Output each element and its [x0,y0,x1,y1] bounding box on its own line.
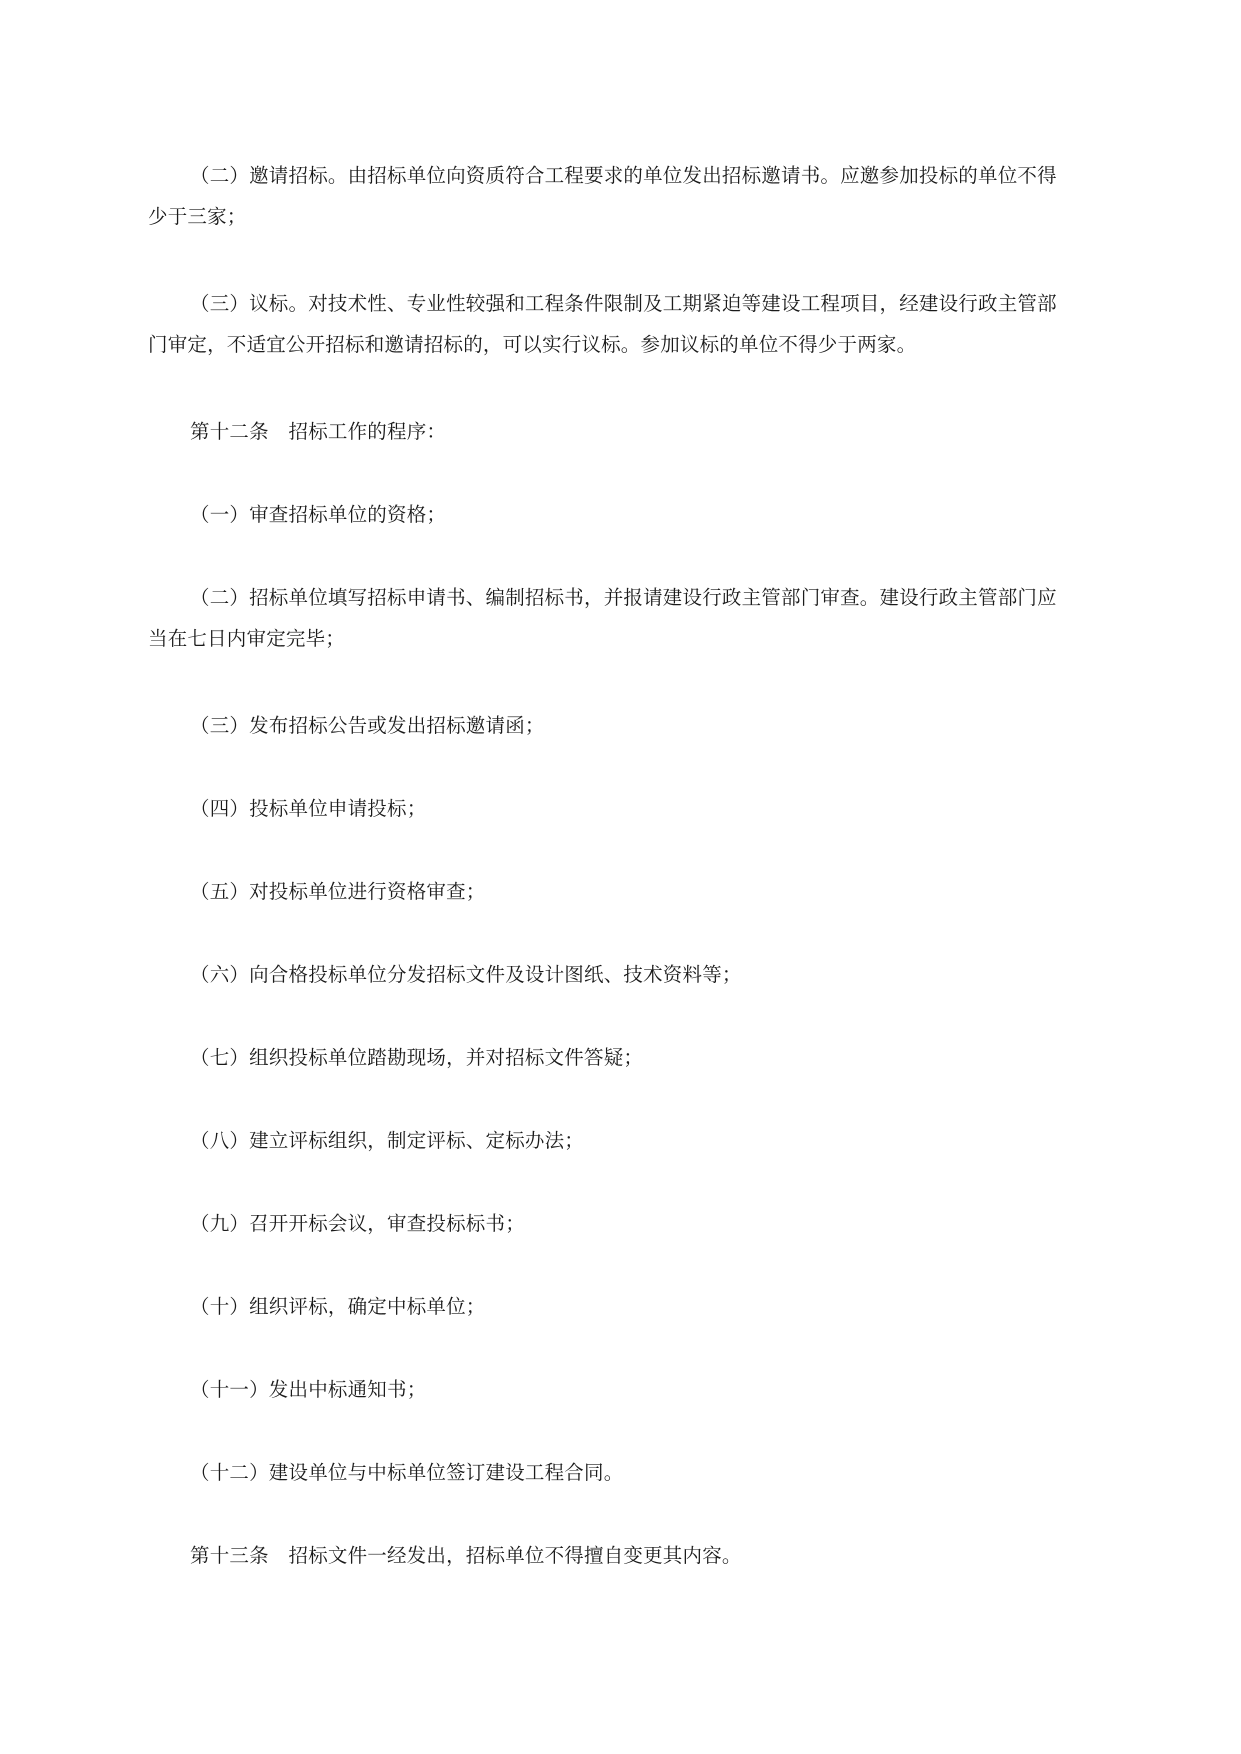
procedure-item-2-line1: （二）招标单位填写招标申请书、编制招标书，并报请建设行政主管部门审查。建设行政主管部门应 [190,586,1057,609]
procedure-item-11: （十一）发出中标通知书； [190,1378,427,1401]
procedure-item-3: （三）发布招标公告或发出招标邀请函； [190,714,545,737]
procedure-item-9: （九）召开开标会议，审查投标标书； [190,1212,525,1235]
procedure-item-4: （四）投标单位申请投标； [190,797,427,820]
procedure-item-5: （五）对投标单位进行资格审查； [190,880,486,903]
procedure-item-6: （六）向合格投标单位分发招标文件及设计图纸、技术资料等； [190,963,742,986]
procedure-item-2-line2: 当在七日内审定完毕； [148,627,346,650]
paragraph-negotiated-bidding-line2: 门审定，不适宜公开招标和邀请招标的，可以实行议标。参加议标的单位不得少于两家。 [148,333,917,356]
paragraph-invitation-bidding-line2: 少于三家； [148,205,247,228]
procedure-item-10: （十）组织评标，确定中标单位； [190,1295,486,1318]
paragraph-negotiated-bidding-line1: （三）议标。对技术性、专业性较强和工程条件限制及工期紧迫等建设工程项目，经建设行政主管部 [190,292,1057,315]
procedure-item-8: （八）建立评标组织，制定评标、定标办法； [190,1129,585,1152]
article-13: 第十三条 招标文件一经发出，招标单位不得擅自变更其内容。 [190,1544,742,1567]
article-12-heading: 第十二条 招标工作的程序： [190,420,447,443]
paragraph-invitation-bidding-line1: （二）邀请招标。由招标单位向资质符合工程要求的单位发出招标邀请书。应邀参加投标的单位不得 [190,164,1057,187]
procedure-item-12: （十二）建设单位与中标单位签订建设工程合同。 [190,1461,624,1484]
procedure-item-1: （一）审查招标单位的资格； [190,503,447,526]
procedure-item-7: （七）组织投标单位踏勘现场，并对招标文件答疑； [190,1046,644,1069]
